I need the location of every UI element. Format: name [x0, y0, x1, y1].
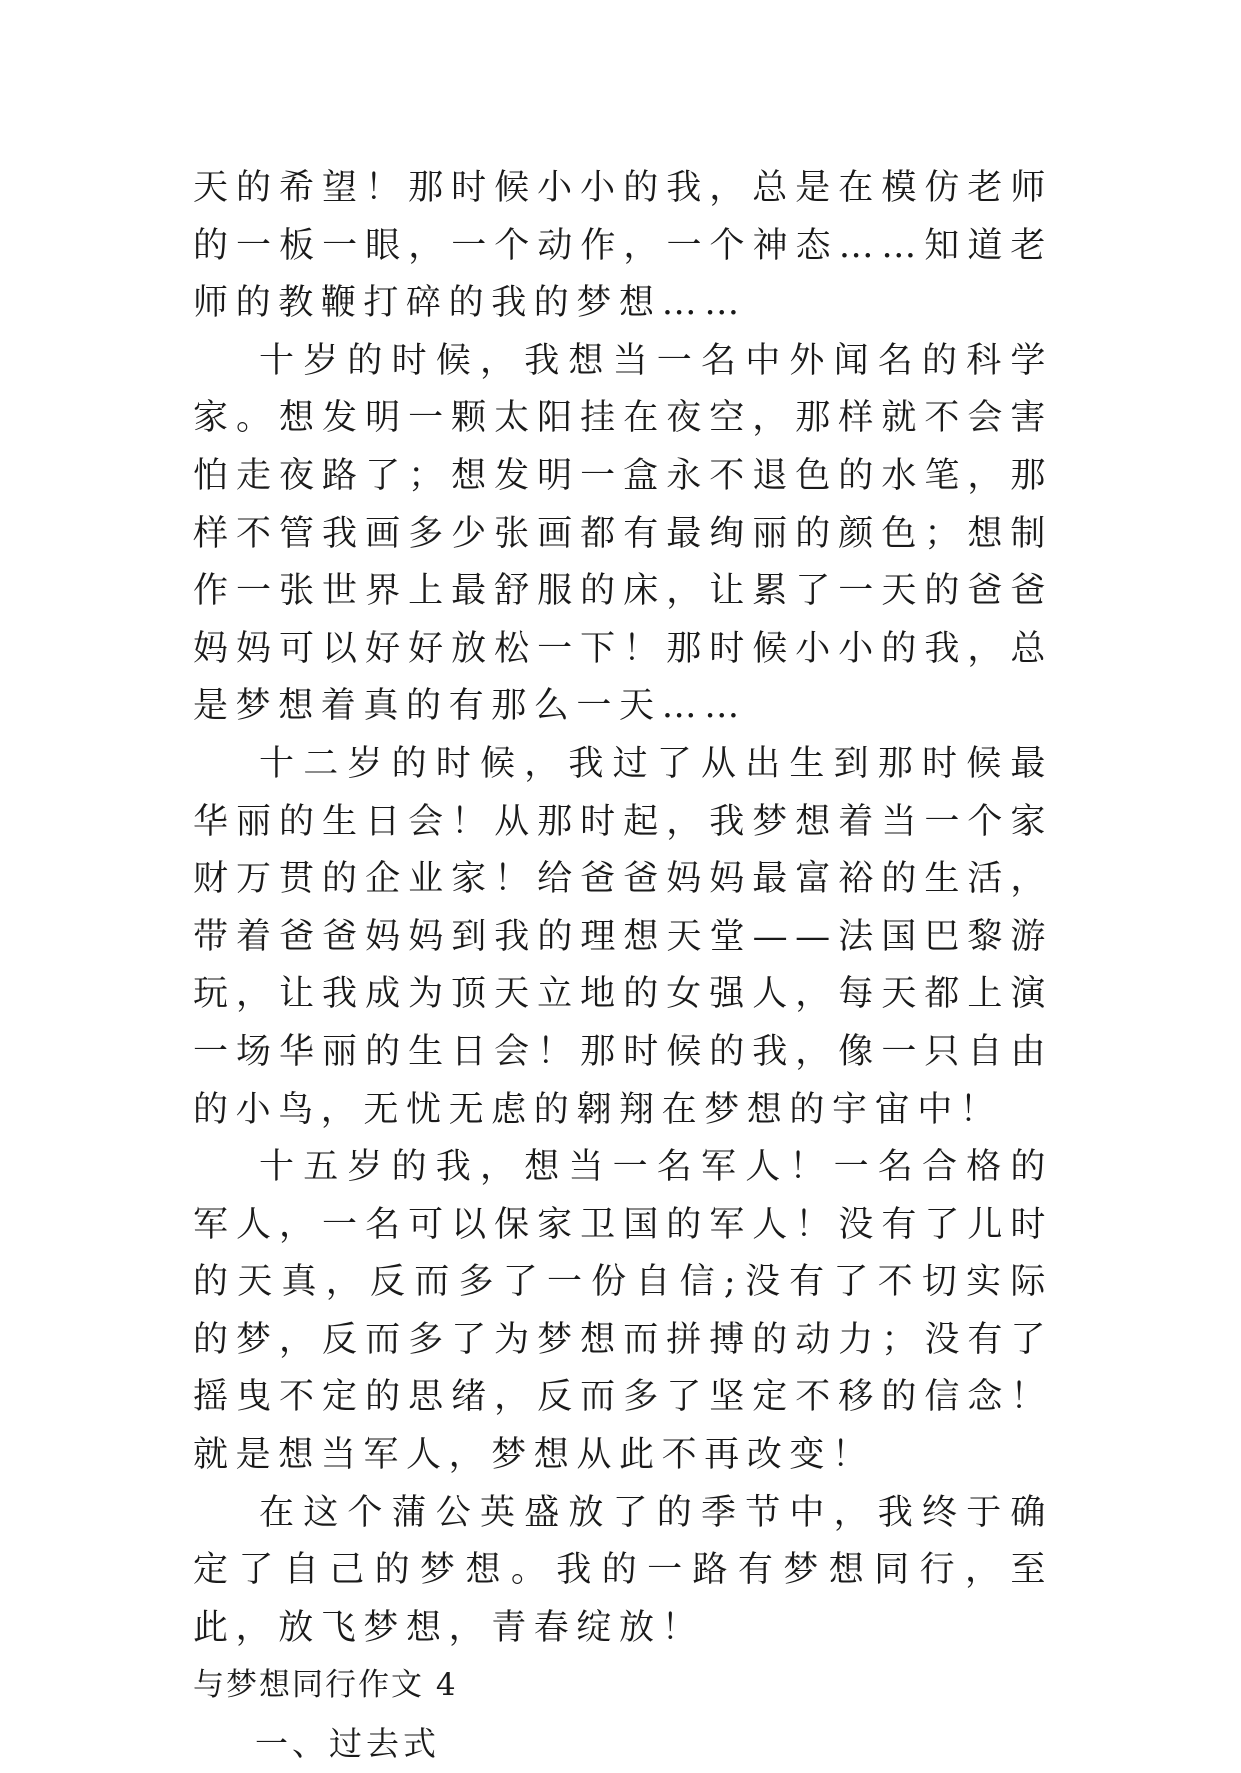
paragraph-conclusion: 在这个蒲公英盛放了的季节中，我终于确定了自己的梦想。我的一路有梦想同行，至此，放飞梦想，青春绽放！	[193, 1492, 1053, 1648]
paragraph-continued: 天的希望！那时候小小的我，总是在模仿老师的一板一眼，一个动作，一个神态……知道老师的教鞭打碎的我的梦想……	[193, 168, 1053, 324]
section-title: 与梦想同行作文 4	[193, 1667, 458, 1704]
paragraph-age-ten: 十岁的时候，我想当一名中外闻名的科学家。想发明一颗太阳挂在夜空，那样就不会害怕走夜路了；想发明一盒永不退色的水笔，那样不管我画多少张画都有最绚丽的颜色；想制作一张世界上最舒服的床，让累了一天的爸爸妈妈可以好好放松一下！那时候小小的我，总是梦想着真的有那么一天……	[193, 340, 1053, 727]
paragraph-age-fifteen: 十五岁的我，想当一名军人！一名合格的军人，一名可以保家卫国的军人！没有了儿时的天真，反而多了一份自信;没有了不切实际的梦，反而多了为梦想而拼搏的动力；没有了摇曳不定的思绪，反而多了坚定不移的信念！就是想当军人，梦想从此不再改变！	[193, 1147, 1053, 1476]
document-body	[193, 160, 1053, 1773]
subsection-title: 一、过去式	[255, 1724, 440, 1764]
paragraph-age-twelve: 十二岁的时候，我过了从出生到那时候最华丽的生日会！从那时起，我梦想着当一个家财万贯的企业家！给爸爸妈妈最富裕的生活，带着爸爸妈妈到我的理想天堂——法国巴黎游玩，让我成为顶天立地的女强人，每天都上演一场华丽的生日会！那时候的我，像一只自由的小鸟，无忧无虑的翱翔在梦想的宇宙中！	[193, 743, 1053, 1130]
